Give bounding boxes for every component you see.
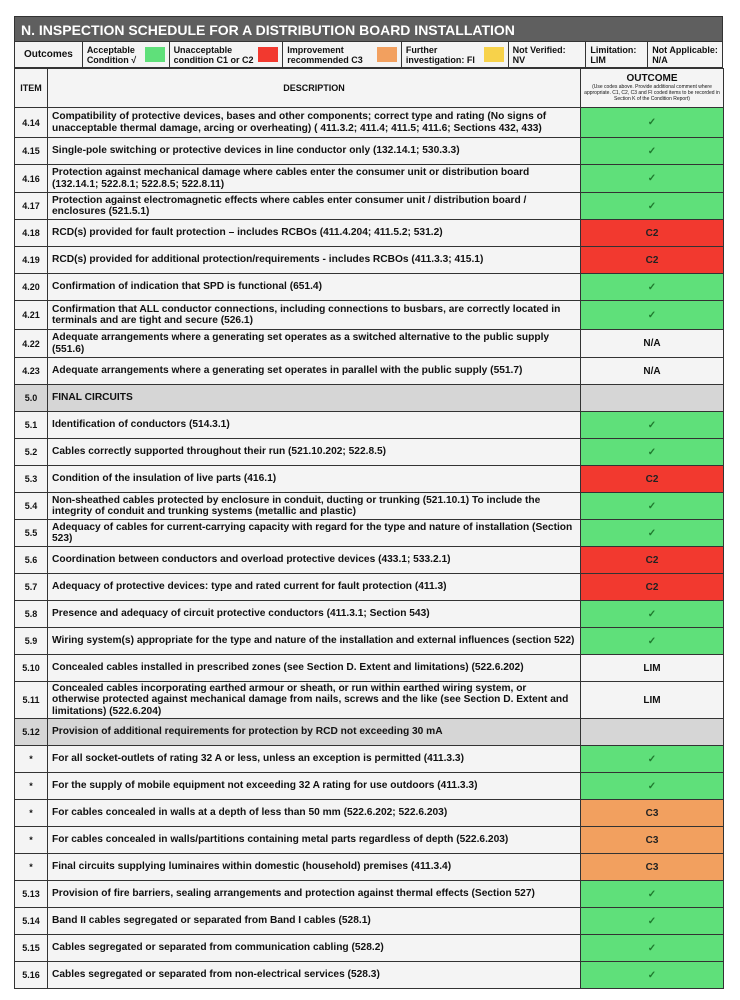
outcome-tick-cell: ✓ xyxy=(581,193,724,220)
table-row xyxy=(15,800,724,827)
outcome-note: (Use codes above. Provide additional comment where appropriate. C1, C2, C3 and FI coded items to be recorded in Section K of the Condition Report) xyxy=(584,84,720,102)
schedule-rows xyxy=(15,108,724,989)
outcome-tick-cell: ✓ xyxy=(581,601,724,628)
table-row xyxy=(15,881,724,908)
item-number: 5.11 xyxy=(15,682,48,719)
legend-label: Not Applicable: N/A xyxy=(652,44,718,65)
item-description: Coordination between conductors and overload protective devices (433.1; 533.2.1) xyxy=(48,547,581,574)
outcome-tick-cell: ✓ xyxy=(581,962,724,989)
legend-limitation xyxy=(586,42,648,67)
item-description: Protection against electromagnetic effects where cables enter consumer unit / distribution board / enclosures (521.5.1) xyxy=(48,193,581,220)
item-number: 5.5 xyxy=(15,520,48,547)
outcome-cell: C3 xyxy=(581,827,724,854)
item-description: Condition of the insulation of live parts (416.1) xyxy=(48,466,581,493)
table-row xyxy=(15,655,724,682)
table-row xyxy=(15,412,724,439)
item-number: 5.1 xyxy=(15,412,48,439)
table-row xyxy=(15,908,724,935)
item-description: Non-sheathed cables protected by enclosure in conduit, ducting or trunking (521.10.1) To include the integrity of conduit and trunking systems (metallic and plastic) xyxy=(48,493,581,520)
table-row xyxy=(15,962,724,989)
outcome-tick-cell: ✓ xyxy=(581,773,724,800)
outcome-cell: C2 xyxy=(581,547,724,574)
outcome-cell xyxy=(581,385,724,412)
item-number: 5.12 xyxy=(15,719,48,746)
item-description: Presence and adequacy of circuit protective conductors (411.3.1; Section 543) xyxy=(48,601,581,628)
column-header-item: ITEM xyxy=(15,69,48,108)
table-row xyxy=(15,574,724,601)
item-description: Confirmation that ALL conductor connections, including connections to busbars, are correctly located in terminals and are tight and secure (526.1) xyxy=(48,301,581,330)
item-description: Adequacy of cables for current-carrying capacity with regard for the type and nature of installation (Section 523) xyxy=(48,520,581,547)
outcome-cell: C2 xyxy=(581,220,724,247)
legend-swatch xyxy=(377,47,397,62)
outcome-cell: N/A xyxy=(581,330,724,358)
item-number: 5.16 xyxy=(15,962,48,989)
outcome-cell xyxy=(581,719,724,746)
item-number: 5.15 xyxy=(15,935,48,962)
legend-title: Outcomes xyxy=(15,42,83,67)
table-row xyxy=(15,466,724,493)
table-row xyxy=(15,165,724,193)
outcome-cell: C3 xyxy=(581,854,724,881)
outcome-tick-cell: ✓ xyxy=(581,138,724,165)
section-row xyxy=(15,719,724,746)
item-number: 5.2 xyxy=(15,439,48,466)
outcome-tick-cell: ✓ xyxy=(581,746,724,773)
item-description: Wiring system(s) appropriate for the type and nature of the installation and external influences (section 522) xyxy=(48,628,581,655)
item-description: Provision of fire barriers, sealing arrangements and protection against thermal effects (Section 527) xyxy=(48,881,581,908)
item-description: FINAL CIRCUITS xyxy=(48,385,581,412)
outcome-title: OUTCOME xyxy=(626,73,678,84)
item-number: 4.15 xyxy=(15,138,48,165)
item-number: 5.7 xyxy=(15,574,48,601)
item-description: Identification of conductors (514.3.1) xyxy=(48,412,581,439)
item-number: 4.18 xyxy=(15,220,48,247)
item-number: 5.4 xyxy=(15,493,48,520)
item-description: Cables segregated or separated from communication cabling (528.2) xyxy=(48,935,581,962)
item-number: 4.23 xyxy=(15,358,48,385)
item-description: Protection against mechanical damage where cables enter the consumer unit or distribution board (132.14.1; 522.8.1; 522.8.5; 522.8.11) xyxy=(48,165,581,193)
legend-further-investigation xyxy=(402,42,509,67)
section-row xyxy=(15,385,724,412)
item-number: 5.6 xyxy=(15,547,48,574)
legend-label: Improvement recommended C3 xyxy=(287,44,363,65)
item-number: * xyxy=(15,800,48,827)
inspection-schedule xyxy=(14,16,723,989)
item-number: 5.8 xyxy=(15,601,48,628)
item-description: Adequate arrangements where a generating set operates as a switched alternative to the public supply (551.6) xyxy=(48,330,581,358)
item-description: For cables concealed in walls/partitions containing metal parts regardless of depth (522.6.203) xyxy=(48,827,581,854)
item-number: 5.13 xyxy=(15,881,48,908)
column-header-description: DESCRIPTION xyxy=(48,69,581,108)
item-description: Final circuits supplying luminaires within domestic (household) premises (411.3.4) xyxy=(48,854,581,881)
outcome-tick-cell: ✓ xyxy=(581,412,724,439)
item-number: 4.22 xyxy=(15,330,48,358)
table-row xyxy=(15,746,724,773)
legend-unacceptable xyxy=(170,42,284,67)
legend-label: Not Verified: NV xyxy=(512,44,566,65)
table-row xyxy=(15,827,724,854)
legend-swatch xyxy=(484,47,504,62)
outcome-cell: C2 xyxy=(581,574,724,601)
item-number: * xyxy=(15,854,48,881)
table-row xyxy=(15,547,724,574)
item-description: For the supply of mobile equipment not exceeding 32 A rating for use outdoors (411.3.3) xyxy=(48,773,581,800)
legend-label: Unacceptable condition C1 or C2 xyxy=(173,44,254,65)
item-description: Cables segregated or separated from non-electrical services (528.3) xyxy=(48,962,581,989)
item-number: 4.17 xyxy=(15,193,48,220)
legend-swatch xyxy=(145,47,165,62)
item-description: For cables concealed in walls at a depth of less than 50 mm (522.6.202; 522.6.203) xyxy=(48,800,581,827)
table-row xyxy=(15,935,724,962)
table-row xyxy=(15,274,724,301)
item-description: RCD(s) provided for fault protection – includes RCBOs (411.4.204; 411.5.2; 531.2) xyxy=(48,220,581,247)
outcome-cell: N/A xyxy=(581,358,724,385)
table-row xyxy=(15,301,724,330)
table-row xyxy=(15,330,724,358)
item-number: * xyxy=(15,827,48,854)
outcome-tick-cell: ✓ xyxy=(581,301,724,330)
item-number: 4.21 xyxy=(15,301,48,330)
table-row xyxy=(15,773,724,800)
legend-acceptable xyxy=(83,42,170,67)
legend-label: Limitation: LIM xyxy=(590,44,637,65)
item-description: Concealed cables installed in prescribed zones (see Section D. Extent and limitations) (522.6.202) xyxy=(48,655,581,682)
outcome-tick-cell: ✓ xyxy=(581,493,724,520)
item-description: Single-pole switching or protective devices in line conductor only (132.14.1; 530.3.3) xyxy=(48,138,581,165)
table-row xyxy=(15,358,724,385)
item-description: Compatibility of protective devices, bases and other components; correct type and rating (No signs of unacceptable thermal damage, arcing or overheating) ( 411.3.2; 411.4; 411.5; 411.6; Sections 432, 433) xyxy=(48,108,581,138)
outcome-cell: C2 xyxy=(581,466,724,493)
item-description: Adequate arrangements where a generating set operates in parallel with the public supply (551.7) xyxy=(48,358,581,385)
outcome-tick-cell: ✓ xyxy=(581,935,724,962)
table-row xyxy=(15,138,724,165)
legend-not-applicable xyxy=(648,42,722,67)
outcome-cell: C3 xyxy=(581,800,724,827)
outcome-cell: LIM xyxy=(581,682,724,719)
table-row xyxy=(15,601,724,628)
item-number: 4.20 xyxy=(15,274,48,301)
schedule-table xyxy=(14,68,724,989)
outcome-tick-cell: ✓ xyxy=(581,881,724,908)
legend-label: Further investigation: FI xyxy=(405,44,475,65)
item-description: Provision of additional requirements for protection by RCD not exceeding 30 mA xyxy=(48,719,581,746)
item-number: 4.19 xyxy=(15,247,48,274)
item-number: 5.9 xyxy=(15,628,48,655)
outcome-tick-cell: ✓ xyxy=(581,628,724,655)
table-row xyxy=(15,439,724,466)
outcome-tick-cell: ✓ xyxy=(581,908,724,935)
item-description: Adequacy of protective devices: type and rated current for fault protection (411.3) xyxy=(48,574,581,601)
item-description: Concealed cables incorporating earthed armour or sheath, or run within earthed wiring system, or otherwise protected against mechanical damage from nails, screws and the like (see Section D. Extent and limitations) (522.6.204) xyxy=(48,682,581,719)
item-description: Band II cables segregated or separated from Band I cables (528.1) xyxy=(48,908,581,935)
table-header-row xyxy=(15,69,724,108)
item-number: 5.10 xyxy=(15,655,48,682)
item-number: 4.16 xyxy=(15,165,48,193)
outcomes-legend xyxy=(14,42,723,68)
table-row xyxy=(15,493,724,520)
item-number: 5.3 xyxy=(15,466,48,493)
table-row xyxy=(15,682,724,719)
table-row xyxy=(15,628,724,655)
item-number: * xyxy=(15,773,48,800)
table-row xyxy=(15,193,724,220)
table-row xyxy=(15,854,724,881)
outcome-cell: C2 xyxy=(581,247,724,274)
legend-label: Acceptable Condition √ xyxy=(86,44,137,65)
column-header-outcome xyxy=(581,69,724,108)
outcome-tick-cell: ✓ xyxy=(581,439,724,466)
outcome-tick-cell: ✓ xyxy=(581,274,724,301)
item-number: * xyxy=(15,746,48,773)
item-description: RCD(s) provided for additional protection/requirements - includes RCBOs (411.3.3; 415.1) xyxy=(48,247,581,274)
table-row xyxy=(15,247,724,274)
item-number: 5.14 xyxy=(15,908,48,935)
outcome-cell: LIM xyxy=(581,655,724,682)
item-description: Cables correctly supported throughout their run (521.10.202; 522.8.5) xyxy=(48,439,581,466)
schedule-title: N. INSPECTION SCHEDULE FOR A DISTRIBUTION BOARD INSTALLATION xyxy=(14,16,723,42)
legend-not-verified xyxy=(509,42,587,67)
table-row xyxy=(15,220,724,247)
item-description: For all socket-outlets of rating 32 A or less, unless an exception is permitted (411.3.3) xyxy=(48,746,581,773)
outcome-tick-cell: ✓ xyxy=(581,165,724,193)
table-row xyxy=(15,108,724,138)
item-number: 5.0 xyxy=(15,385,48,412)
item-number: 4.14 xyxy=(15,108,48,138)
outcome-tick-cell: ✓ xyxy=(581,108,724,138)
outcome-tick-cell: ✓ xyxy=(581,520,724,547)
item-description: Confirmation of indication that SPD is functional (651.4) xyxy=(48,274,581,301)
table-row xyxy=(15,520,724,547)
legend-improvement xyxy=(283,42,402,67)
legend-swatch xyxy=(258,47,278,62)
